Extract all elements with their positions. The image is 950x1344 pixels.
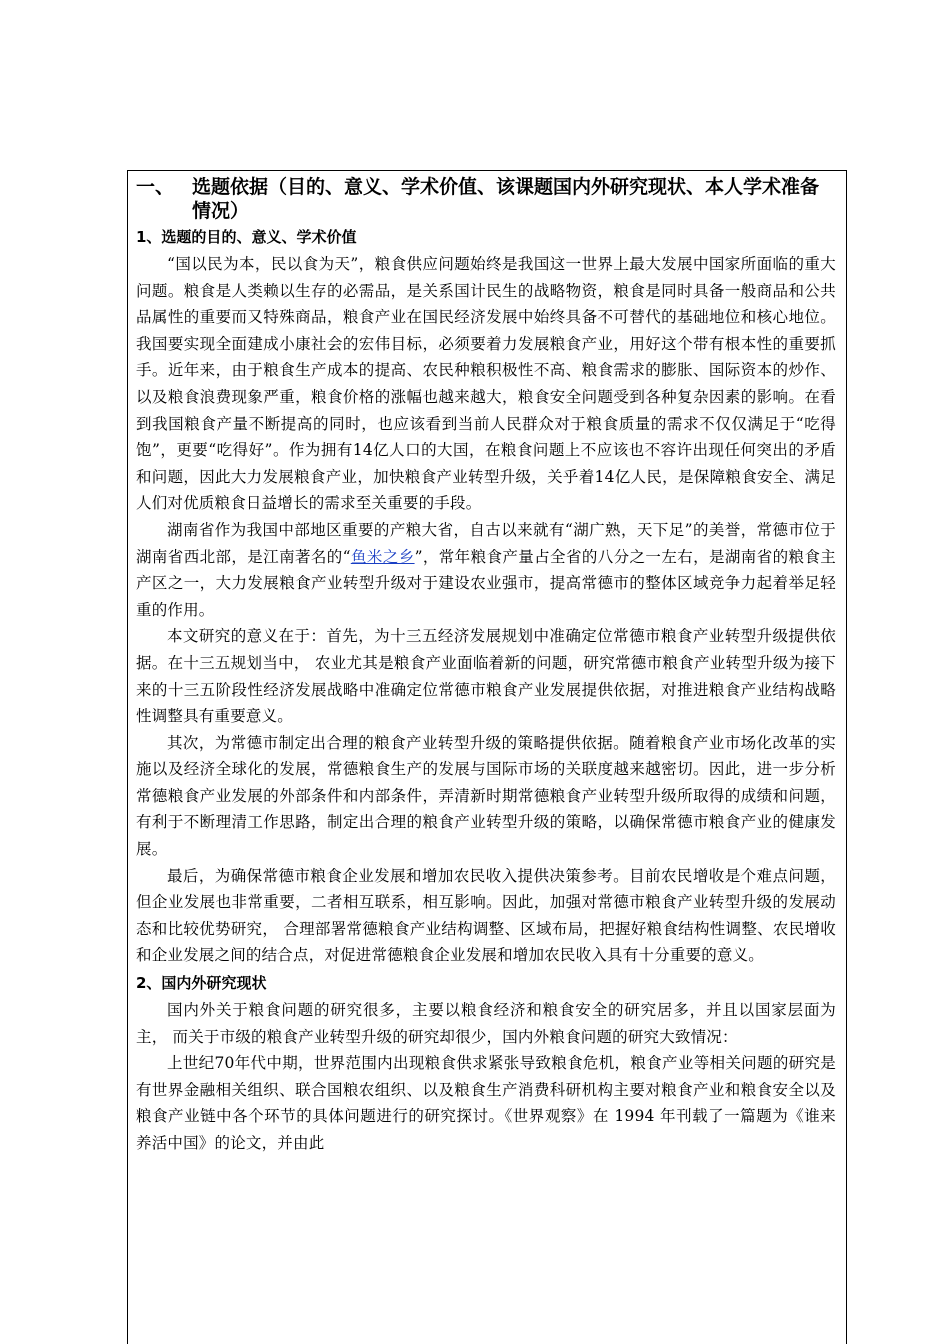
subsection-title-research-status: 2、国内外研究现状 xyxy=(136,974,267,993)
paragraph-text: ”，常年粮食产量占全省的八分之一左右，是湖南省的粮食主产区之一，大力发展粮食产业转型升级对于建设农业强市，提高常德市的整体区域竞争力起着举足轻重的作用。 xyxy=(136,547,836,619)
paragraph-significance-last: 最后，为确保常德市粮食企业发展和增加农民收入提供决策参考。目前农民增收是个难点问题，但企业发展也非常重要，二者相互联系，相互影响。因此，加强对常德市粮食产业转型升级的发展动态和比较优势研究， 合理部署常德粮食产业结构调整、区域布局，把握好粮食结构性调整、农民增收和企业发展之间的结合点，对促进常德粮食企业发展和增加农民收入具有十分重要的意义。 xyxy=(136,866,836,965)
paragraph-significance-second: 其次，为常德市制定出合理的粮食产业转型升级的策略提供依据。随着粮食产业市场化改革的实施以及经济全球化的发展，常德粮食生产的发展与国际市场的关联度越来越密切。因此，进一步分析常德粮食产业发展的外部条件和内部条件，弄清新时期常德粮食产业转型升级所取得的成绩和问题，有利于不断理清工作思路，制定出合理的粮食产业转型升级的策略，以确保常德市粮食产业的健康发展。 xyxy=(136,733,836,859)
paragraph-hunan-changde xyxy=(136,517,836,623)
proposal-form-frame xyxy=(127,170,847,1344)
section-number: 一、 xyxy=(136,176,175,198)
proposal-content xyxy=(136,175,836,1157)
hyperlink-yumi-zhixiang[interactable]: 鱼米之乡 xyxy=(350,547,415,566)
paragraph-research-overview: 国内外关于粮食问题的研究很多，主要以粮食经济和粮食安全的研究居多，并且以国家层面为主， 而关于市级的粮食产业转型升级的研究却很少，国内外粮食问题的研究大致情况： xyxy=(136,1001,836,1046)
paragraph-research-history: 上世纪70年代中期，世界范围内出现粮食供求紧张导致粮食危机，粮食产业等相关问题的研究是有世界金融相关组织、联合国粮农组织、以及粮食生产消费科研机构主要对粮食产业和粮食安全以及粮食产业链中各个环节的具体问题进行的研究探讨。《世界观察》在 1994 年刊载了一篇题为《谁来养活中国》的论文，并由此 xyxy=(136,1054,836,1152)
section-title: 选题依据（目的、意义、学术价值、该课题国内外研究现状、本人学术准备情况） xyxy=(192,176,820,222)
paragraph-text: 湖南省作为我国中部地区重要的产粮大省，自古以来就有“湖广熟，天下足”的美誉，常德市位于湖南省西北部，是江南著名的“ xyxy=(136,520,836,566)
paragraph-food-security: “国以民为本，民以食为天”，粮食供应问题始终是我国这一世界上最大发展中国家所面临的重大问题。粮食是人类赖以生存的必需品，是关系国计民生的战略物资，粮食是同时具备一般商品和公共品属性的重要而又特殊商品，粮食产业在国民经济发展中始终具备不可替代的基础地位和核心地位。我国要实现全面建成小康社会的宏伟目标，必须要着力发展粮食产业，用好这个带有根本性的重要抓手。近年来，由于粮食生产成本的提高、农民种粮积极性不高、粮食需求的膨胀、国际资本的炒作、以及粮食浪费现象严重，粮食价格的涨幅也越来越大，粮食安全问题受到各种复杂因素的影响。在看到我国粮食产量不断提高的同时，也应该看到当前人民群众对于粮食质量的需求不仅仅满足于“吃得饱”，更要“吃得好”。作为拥有14亿人口的大国，在粮食问题上不应该也不容许出现任何突出的矛盾和问题，因此大力发展粮食产业，加快粮食产业转型升级，关乎着14亿人民，是保障粮食安全、满足人们对优质粮食日益增长的需求至关重要的手段。 xyxy=(136,255,836,513)
section-heading xyxy=(136,175,836,223)
paragraph-significance-first: 本文研究的意义在于：首先，为十三五经济发展规划中准确定位常德市粮食产业转型升级提供依据。在十三五规划当中， 农业尤其是粮食产业面临着新的问题，研究常德市粮食产业转型升级为接下来的十三五阶段性经济发展战略中准确定位常德市粮食产业发展提供依据，对推进粮食产业结构战略性调整具有重要意义。 xyxy=(136,627,836,726)
subsection-title-purpose: 1、选题的目的、意义、学术价值 xyxy=(136,228,357,246)
